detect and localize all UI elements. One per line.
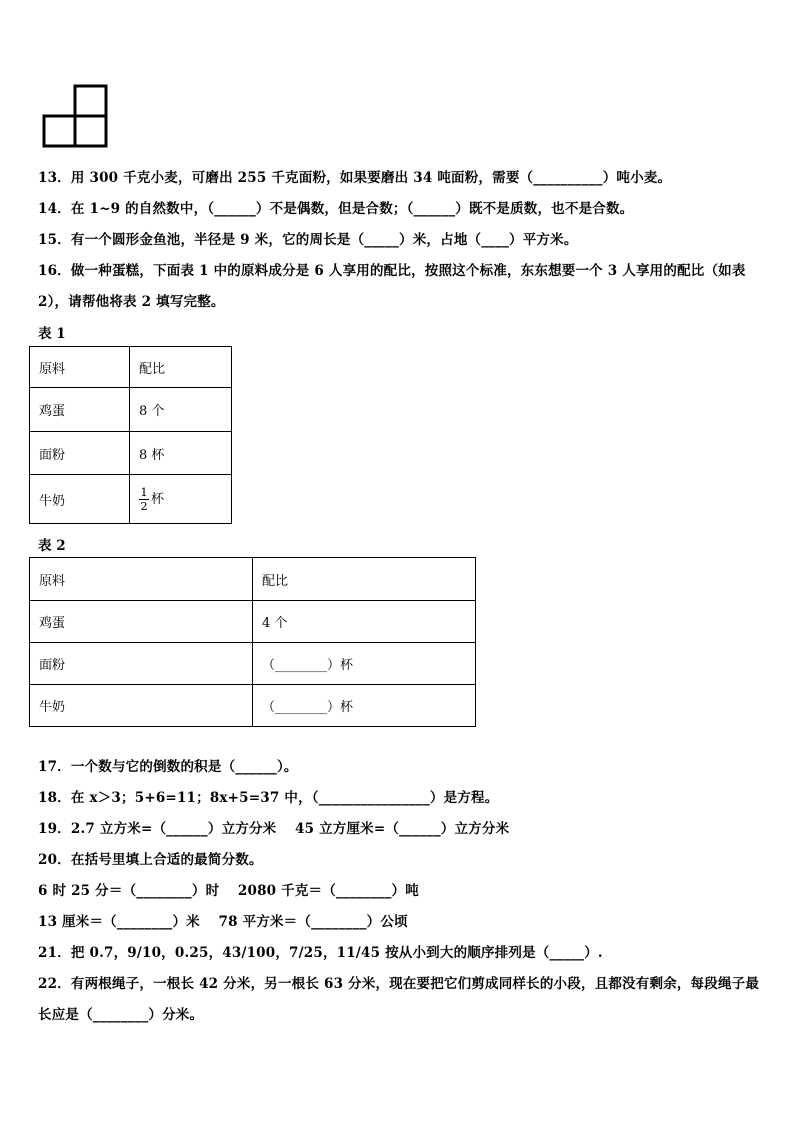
table-row: [30, 432, 232, 475]
table-2-cell-name: 面粉: [30, 643, 253, 685]
table-1-caption: 表 1: [38, 326, 66, 342]
table-1-cell-value: 8 个: [130, 388, 232, 432]
table-2-cell-value: 4 个: [253, 601, 476, 643]
table-1-cell-name: 牛奶: [30, 475, 130, 524]
question-16-line-2: 2），请帮他将表 2 填写完整。: [38, 294, 225, 310]
question-21: 21．把 0.7，9/10，0.25，43/100，7/25，11/45 按从小到大的顺序排列是（_____）.: [38, 945, 603, 961]
table-2-cell-value: （________）杯: [253, 685, 476, 727]
question-22-line-1: 22．有两根绳子，一根长 42 分米，另一根长 63 分米，现在要把它们剪成同样长的小段，且都没有剩余，每段绳子最: [38, 976, 760, 992]
square-blocks-figure: [40, 84, 110, 148]
table-row: [30, 388, 232, 432]
table-row: [30, 685, 476, 727]
table-2: [29, 557, 476, 727]
table-1-header-ratio: 配比: [130, 347, 232, 388]
question-22-line-2: 长应是（________）分米。: [38, 1007, 204, 1023]
fraction-unit: 杯: [151, 491, 165, 507]
table-1-cell-value: 8 杯: [130, 432, 232, 475]
table-1-header-material: 原料: [30, 347, 130, 388]
question-20: 20．在括号里填上合适的最简分数。: [38, 852, 263, 868]
table-2-header-row: [30, 558, 476, 601]
question-20-part-a: 6 时 25 分＝（________）时 2080 千克＝（________）吨: [38, 883, 419, 899]
table-row: [30, 475, 232, 524]
table-2-cell-value: （________）杯: [253, 643, 476, 685]
question-16-line-1: 16．做一种蛋糕，下面表 1 中的原料成分是 6 人享用的配比，按照这个标准，东东想要一个 3 人享用的配比（如表: [38, 263, 746, 279]
question-18: 18．在 x＞3；5+6=11；8x+5=37 中，（________________）是方程。: [38, 790, 499, 806]
question-14: 14．在 1~9 的自然数中，（______）不是偶数，但是合数；（______）既不是质数，也不是合数。: [38, 201, 634, 217]
question-13: 13．用 300 千克小麦，可磨出 255 千克面粉，如果要磨出 34 吨面粉，需要（__________）吨小麦。: [38, 170, 672, 186]
table-1-cell-name: 鸡蛋: [30, 388, 130, 432]
question-17: 17．一个数与它的倒数的积是（______）。: [38, 759, 298, 775]
question-20-part-b: 13 厘米＝（________）米 78 平方米＝（________）公顷: [38, 914, 408, 930]
table-1-cell-value: [130, 475, 232, 524]
table-1-header-row: [30, 347, 232, 388]
question-15: 15．有一个圆形金鱼池，半径是 9 米，它的周长是（_____）米，占地（____）平方米。: [38, 232, 578, 248]
table-row: [30, 601, 476, 643]
table-1-cell-name: 面粉: [30, 432, 130, 475]
fraction-one-half: [139, 486, 149, 513]
table-2-cell-name: 鸡蛋: [30, 601, 253, 643]
table-2-header-ratio: 配比: [253, 558, 476, 601]
table-2-caption: 表 2: [38, 538, 66, 554]
table-1: [29, 346, 232, 524]
fraction-numerator: 1: [140, 484, 148, 499]
fraction-denominator: 2: [140, 498, 148, 513]
table-2-header-material: 原料: [30, 558, 253, 601]
table-row: [30, 643, 476, 685]
table-2-cell-name: 牛奶: [30, 685, 253, 727]
question-19: 19．2.7 立方米=（______）立方分米 45 立方厘米=（______）立方分米: [38, 821, 510, 837]
